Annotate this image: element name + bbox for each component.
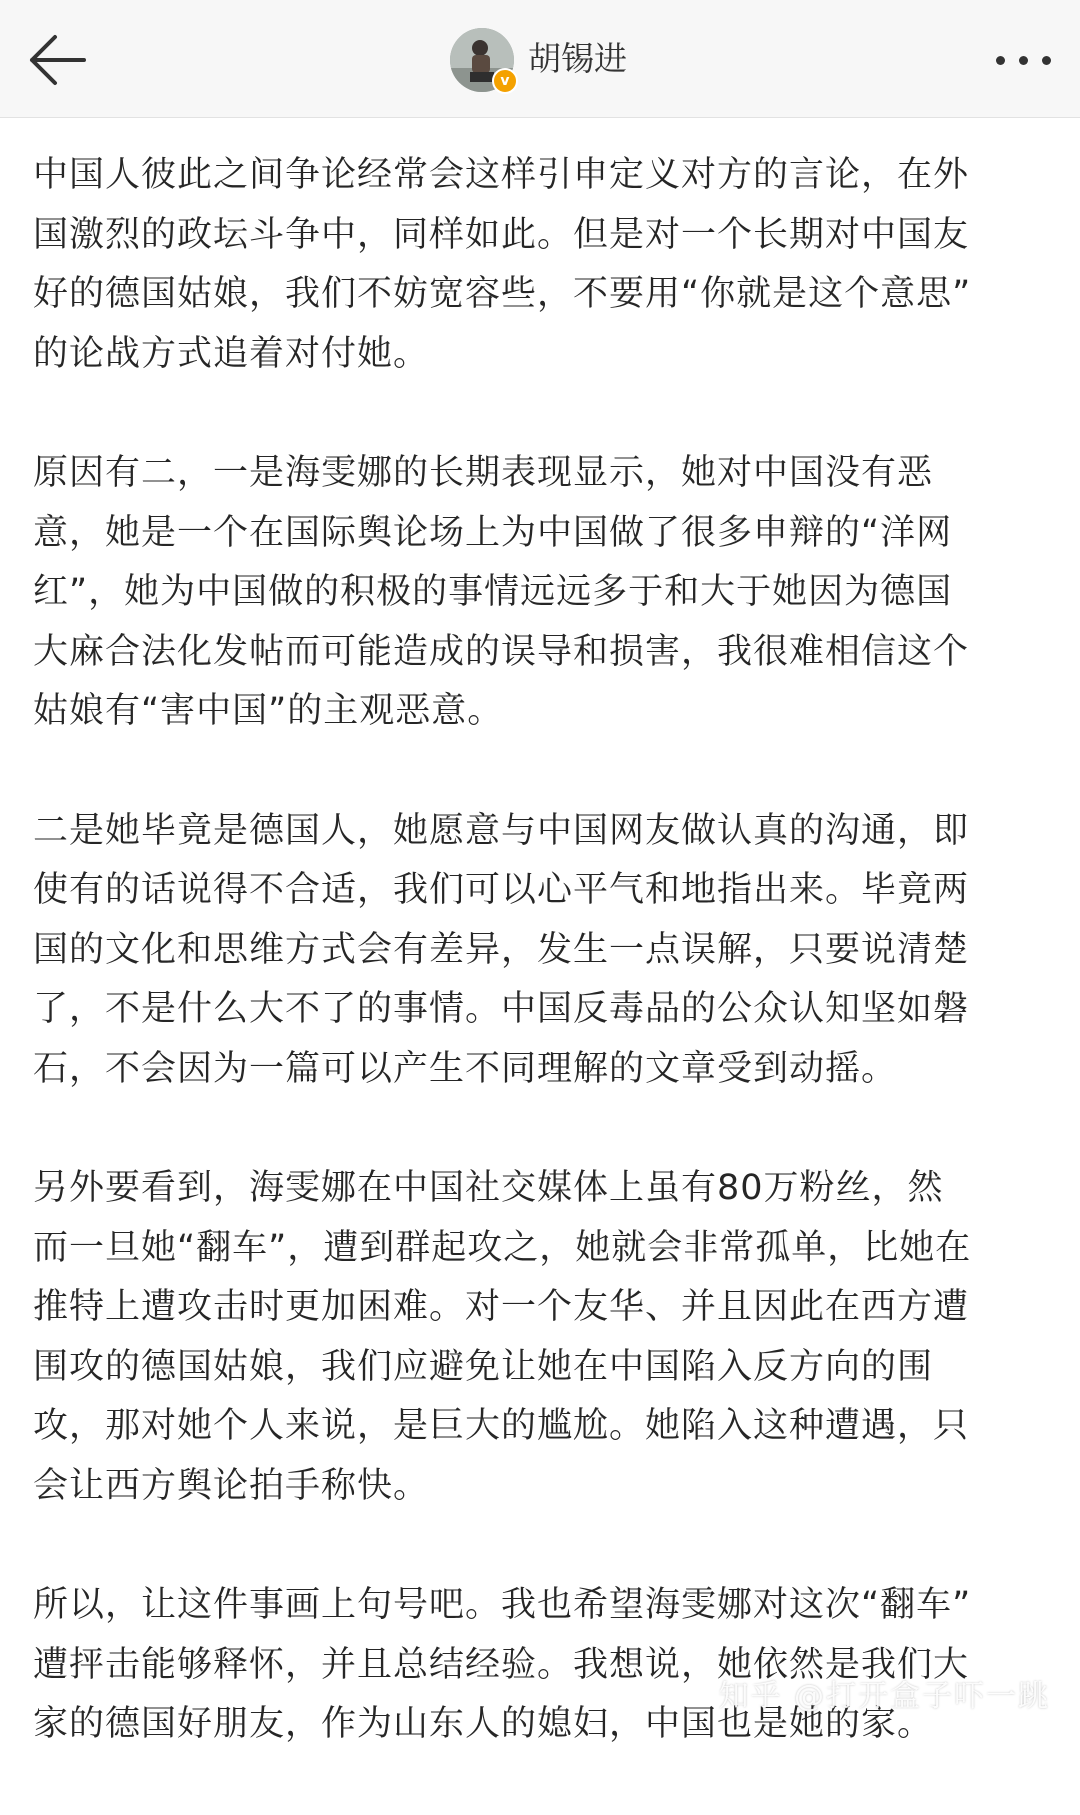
more-horizontal-icon bbox=[1019, 56, 1028, 65]
verified-badge-icon: v bbox=[492, 68, 518, 94]
post-paragraph: 所以，让这件事画上句号吧。我也希望海雯娜对这次“翻车” 遭抨击能够释怀，并且总结经验。我想说，她依然是我们大 家的德国好朋友，作为山东人的媳妇，中国也是她的家。 bbox=[33, 1585, 972, 1744]
post-paragraph: 二是她毕竟是德国人，她愿意与中国网友做认真的沟通，即 使有的话说得不合适，我们可以心平气和地指出来。毕竟两 国的文化和思维方式会有差异，发生一点误解，只要说清楚 了，不是什么大不了的事情。中国反毒品的公众认知坚如磐 石，不会因为一篇可以产生不同理解的文章受到动摇。 bbox=[33, 810, 970, 1089]
more-horizontal-icon bbox=[996, 56, 1005, 65]
more-horizontal-icon bbox=[1042, 56, 1051, 65]
post-paragraph: 另外要看到，海雯娜在中国社交媒体上虽有80万粉丝，然 而一旦她“翻车”，遭到群起攻之，她就会非常孤单，比她在 推特上遭攻击时更加困难。对一个友华、并且因此在西方遭 围攻的德国姑娘，我们应避免让她在中国陷入反方向的围 攻，那对她个人来说，是巨大的尴尬。她陷入这种遭遇，只 会让西方舆论拍手称快。 bbox=[33, 1168, 972, 1506]
post-paragraph: 中国人彼此之间争论经常会这样引申定义对方的言论，在外 国激烈的政坛斗争中，同样如此。但是对一个长期对中国友 好的德国姑娘，我们不妨宽容些，不要用“你就是这个意思” 的论战方式追着对付她。 bbox=[33, 155, 972, 374]
username[interactable]: 胡锡进 bbox=[528, 39, 627, 78]
user-avatar-container[interactable] bbox=[450, 28, 514, 92]
watermark: 知乎 @打开盒子吓一跳 bbox=[718, 1679, 1050, 1714]
top-navigation-bar bbox=[0, 0, 1080, 118]
post-content bbox=[33, 146, 1053, 1815]
post-paragraph: 原因有二，一是海雯娜的长期表现显示，她对中国没有恶 意，她是一个在国际舆论场上为中国做了很多申辩的“洋网 红”，她为中国做的积极的事情远远多于和大于她因为德国 大麻合法化发帖而可能造成的误导和损害，我很难相信这个 姑娘有“害中国”的主观恶意。 bbox=[33, 453, 970, 731]
back-button[interactable] bbox=[22, 24, 94, 96]
more-options-button[interactable] bbox=[988, 38, 1060, 82]
arrow-left-icon bbox=[22, 24, 94, 96]
